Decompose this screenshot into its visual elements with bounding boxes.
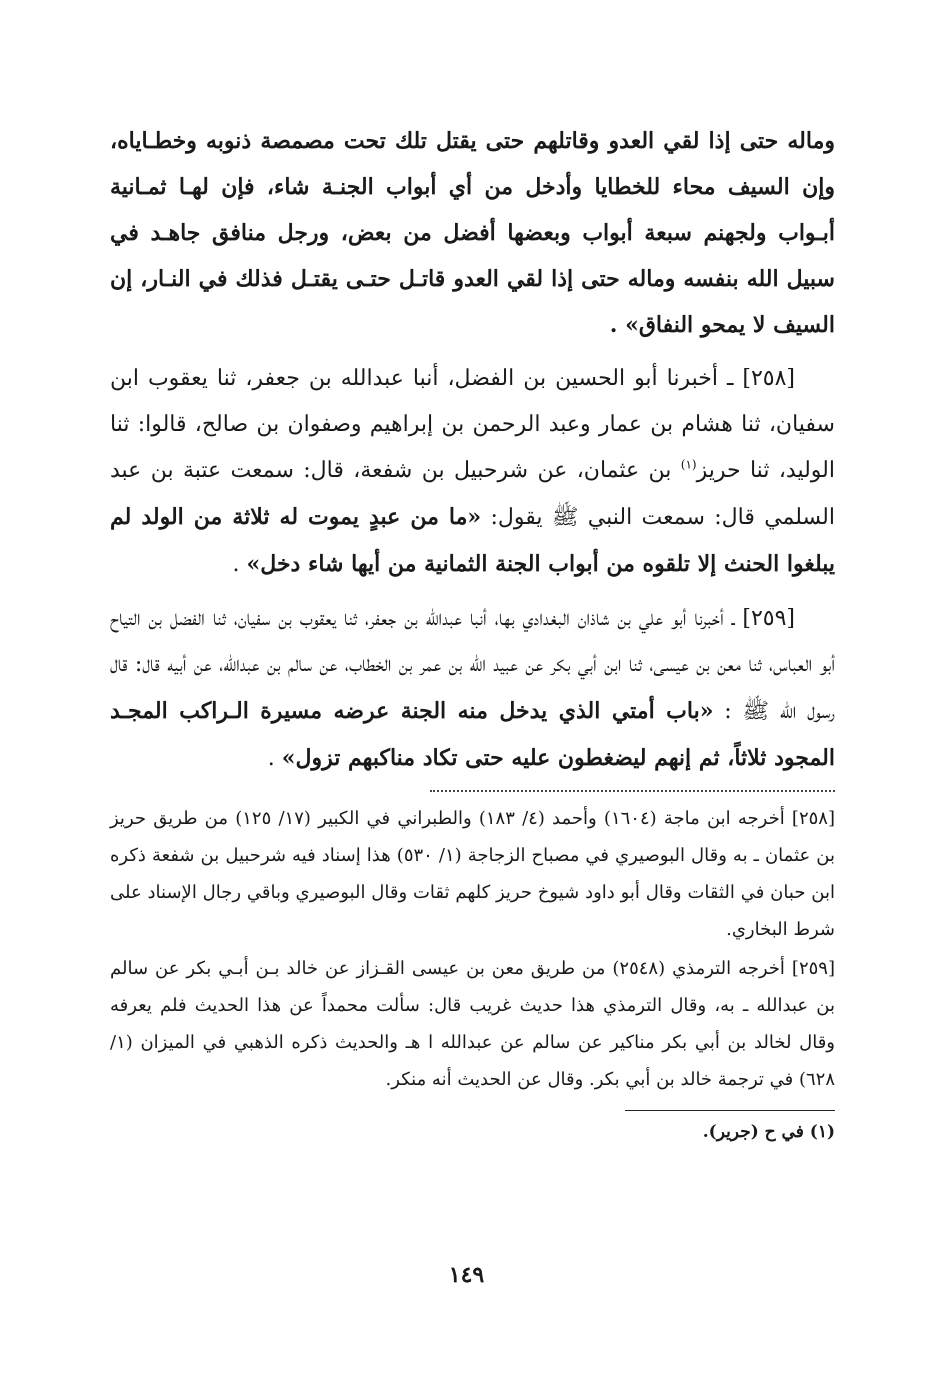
hadith-259 xyxy=(110,596,835,782)
top-paragraph xyxy=(110,118,835,348)
footnote-marker: (١) xyxy=(680,457,697,472)
top-line-5: النفاق» . xyxy=(609,312,694,338)
hadith-259-chain: [٢٥٩] ـ أخبرنا أبو علي بن شاذان البغدادي بها، أنبا عبدالله بن جعفر، ثنا يعقوب بن سفيان، ثنا الفضل بن التياح أبو العباس، ثنا معن بن عيسى، ثنا ابن أبي بكر عن عبيد الله بن عمر بن الخطاب، عن سالم بن عبدالله، عن أبيه قال: قال رسول الله ﷺ : xyxy=(110,606,835,724)
notes-separator xyxy=(430,790,835,792)
top-line-3: ولجهنم سبعة أبواب وبعضها أفضل من بعض، ورجل منافق جاهـد في سبيل الله xyxy=(110,220,835,292)
hadith-258 xyxy=(110,356,835,588)
footnote-separator xyxy=(625,1110,835,1111)
note-258-text: أخرجه ابن ماجة (١٦٠٤) وأحمد (٤/ ١٨٣) والطبراني في الكبير (١٧/ ١٢٥) من طريق حريز بن عثمان ـ به وقال البوصيري في مصباح الزجاجة (١/ ٥٣٠) هذا إسناد فيه شرحبيل بن شفعة ذكره ابن حبان في الثقات وقال أبو داود شيوخ حريز كلهم ثقات وقال البوصيري وباقي رجال الإسناد على شرط البخاري. xyxy=(110,808,835,940)
top-line-1: وماله حتى إذا لقي العدو وقاتلهم حتى يقتل تلك تحت مصمصة ذنوبه وخطـاياه، وإن xyxy=(110,128,836,200)
note-259-text: أخرجه الترمذي (٢٥٤٨) من طريق معن بن عيسى القـزاز عن خالد بـن أبـي بكر عن سالم بن عبدالله ـ به، وقال الترمذي هذا حديث غريب قال: سألت محمداً عن هذا الحديث فلم يعرفه وقال لخالد بن أبي بكر مناكير عن سالم عن عبدالله ا هـ والحديث ذكره الذهبي في الميزان (١/ ٦٢٨) في ترجمة خالد بن أبي بكر. وقال عن الحديث أنه منكر. xyxy=(110,958,835,1090)
hadith-259-text: «باب أمتي الذي يدخل منه الجنة عرضه مسيرة الـراكب المجـد المجود ثلاثاً، ثم إنهم ليضغطون عليه حتى تكاد مناكبهم تزول» xyxy=(110,698,835,771)
note-259-label: [٢٥٩] xyxy=(791,958,835,979)
footnote-1: (١) في ح (جرير). xyxy=(702,1122,835,1142)
hadith-258-text: «ما من عبدٍ يموت له ثلاثة من الولد لم يبلغوا الحنث إلا تلقوه من أبواب الجنة الثمانية من أيها شاء دخل» xyxy=(110,504,835,577)
hadith-258-chain: [٢٥٨] ـ أخبرنا أبو الحسين بن الفضل، أنبا عبدالله بن جعفر، ثنا يعقوب ابن سفيان، ثنا هشام بن عمار وعبد الرحمن بن إبراهيم وصفوان بن صالح، قالوا: ثنا الوليد، ثنا حريز xyxy=(110,366,835,483)
top-line-2: السيف محاء للخطايا وأدخل من أي أبواب الجنـة شاء، فإن لهـا ثمـانية أبـواب xyxy=(110,174,835,246)
hadith-259-end: . xyxy=(267,746,282,771)
top-line-4: بنفسه وماله حتى إذا لقي العدو قاتـل حتـى يقتـل فذلك في النـار، إن السيف لا يمحو xyxy=(110,266,835,338)
page-number: ١٤٩ xyxy=(448,1262,485,1288)
note-258-label: [٢٥٨] xyxy=(791,808,835,829)
takhrij-notes xyxy=(110,800,835,1098)
note-258 xyxy=(110,800,835,948)
hadith-258-end: . xyxy=(232,552,247,577)
hadith-258-chain-cont: بن عثمان، عن شرحبيل بن شفعة، قال: سمعت عتبة بن عبد السلمي قال: سمعت النبي ﷺ يقول: xyxy=(110,458,835,530)
note-259 xyxy=(110,950,835,1098)
